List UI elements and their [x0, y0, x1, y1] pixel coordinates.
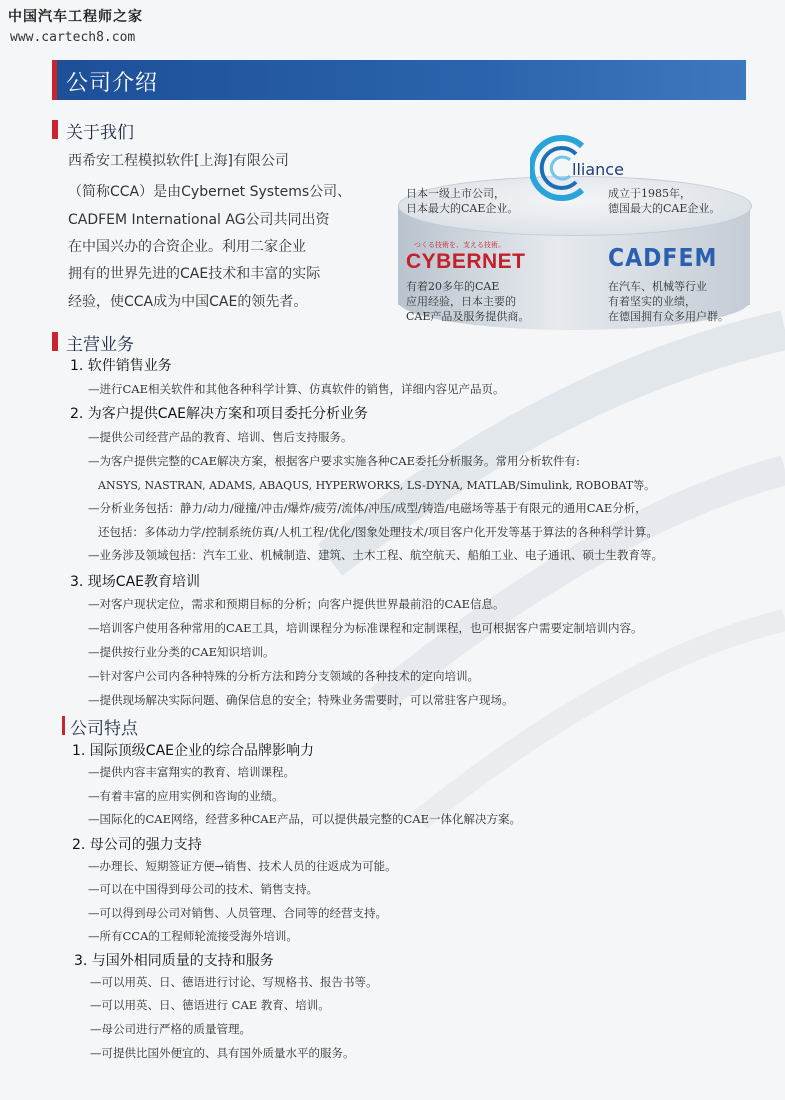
cybernet-tagline: つくる技術を、支える技術。 [414, 241, 505, 249]
business-line: 还包括：多体动力学/控制系统仿真/人机工程/优化/图象处理技术/项目客户化开发等基于算法的各种科学计算。 [98, 525, 658, 539]
cadfem-logo: CADFEM [608, 244, 718, 273]
about-line: 经验，使CCA成为中国CAE的领先者。 [68, 294, 308, 310]
about-line: 在中国兴办的合资企业。利用二家企业 [68, 239, 306, 255]
business-line: —提供公司经营产品的教育、培训、售后支持服务。 [88, 430, 353, 444]
business-line: —业务涉及领域包括：汽车工业、机械制造、建筑、土木工程、航空航天、船舶工业、电子通讯、硕士生教育等。 [88, 548, 663, 562]
business-line: —培训客户使用各种常用的CAE工具，培训课程分为标准课程和定制课程，也可根据客户需要定制培训内容。 [88, 621, 643, 635]
features-line: —有着丰富的应用实例和咨询的业绩。 [88, 789, 284, 803]
business-line: —提供现场解决实际问题、确保信息的安全；特殊业务需要时，可以常驻客户现场。 [88, 693, 514, 707]
features-line: —提供内容丰富翔实的教育、培训课程。 [88, 765, 295, 779]
section-heading-business: 主营业务 [66, 335, 134, 355]
features-line: —所有CCA的工程师轮流接受海外培训。 [88, 929, 298, 943]
business-line: ANSYS, NASTRAN, ADAMS, ABAQUS, HYPERWORKS, LS-DYNA, MATLAB/Simulink, ROBOBAT等。 [98, 479, 656, 492]
features-item-title: 3. 与国外相同质量的支持和服务 [74, 953, 274, 969]
features-line: —办理长、短期签证方便→销售、技术人员的往返成为可能。 [88, 859, 397, 873]
business-line: —进行CAE相关软件和其他各种科学计算、仿真软件的销售，详细内容见产品页。 [88, 382, 505, 396]
features-line: —母公司进行严格的质量管理。 [90, 1022, 251, 1036]
features-line: —可以用英、日、德语进行讨论、写规格书、报告书等。 [90, 975, 378, 989]
business-item-title: 2. 为客户提供CAE解决方案和项目委托分析业务 [70, 406, 369, 422]
business-line: —对客户现状定位，需求和预期目标的分析；向客户提供世界最前沿的CAE信息。 [88, 597, 505, 611]
business-line: —提供按行业分类的CAE知识培训。 [88, 645, 275, 659]
business-item-title: 1. 软件销售业务 [70, 358, 172, 374]
business-item-title: 3. 现场CAE教育培训 [70, 574, 201, 590]
section-marker [52, 332, 58, 351]
watermark-title: 中国汽车工程师之家 [8, 9, 143, 25]
cybernet-logo: CYBERNET [406, 250, 526, 273]
alliance-logo-text: lliance [572, 160, 624, 179]
about-line: （简称CCA）是由Cybernet Systems公司、 [68, 184, 352, 200]
features-line: —可以得到母公司对销售、人员管理、合同等的经营支持。 [88, 906, 387, 920]
features-item-title: 2. 母公司的强力支持 [72, 837, 202, 853]
section-marker [62, 716, 65, 735]
business-line: —为客户提供完整的CAE解决方案，根据客户要求实施各种CAE委托分析服务。常用分析软件有: [88, 454, 580, 468]
about-line: 拥有的世界先进的CAE技术和丰富的实际 [68, 266, 321, 282]
section-heading-features: 公司特点 [70, 719, 138, 739]
business-line: —分析业务包括：静力/动力/碰撞/冲击/爆炸/疲劳/流体/冲压/成型/铸造/电磁场等基于有限元的通用CAE分析， [88, 501, 647, 515]
watermark-url: www.cartech8.com [10, 30, 136, 45]
features-line: —国际化的CAE网络，经营多种CAE产品，可以提供最完整的CAE一体化解决方案。 [88, 812, 521, 826]
graphic-text-left-top: 日本一级上市公司， 日本最大的CAE企业。 [406, 187, 519, 215]
features-item-title: 1. 国际顶级CAE企业的综合品牌影响力 [72, 743, 315, 759]
business-line: —针对客户公司内各种特殊的分析方法和跨分支领域的各种技术的定向培训。 [88, 669, 479, 683]
features-line: —可提供比国外便宜的、具有国外质量水平的服务。 [90, 1046, 355, 1060]
features-line: —可以在中国得到母公司的技术、销售支持。 [88, 882, 318, 896]
features-line: —可以用英、日、德语进行 CAE 教育、培训。 [90, 998, 330, 1012]
about-line: 西希安工程模拟软件[上海]有限公司 [68, 153, 289, 169]
graphic-text-right-top: 成立于1985年， 德国最大的CAE企业。 [608, 187, 721, 215]
about-line: CADFEM International AG公司共同出资 [68, 212, 330, 228]
graphic-text-right-bottom: 在汽车、机械等行业 有着坚实的业绩， 在德国拥有众多用户群。 [608, 280, 729, 323]
page-title: 公司介绍 [66, 71, 159, 96]
graphic-text-left-bottom: 有着20多年的CAE 应用经验，日本主要的 CAE产品及服务提供商。 [406, 280, 530, 323]
section-marker [52, 120, 58, 139]
section-heading-about: 关于我们 [66, 123, 134, 143]
